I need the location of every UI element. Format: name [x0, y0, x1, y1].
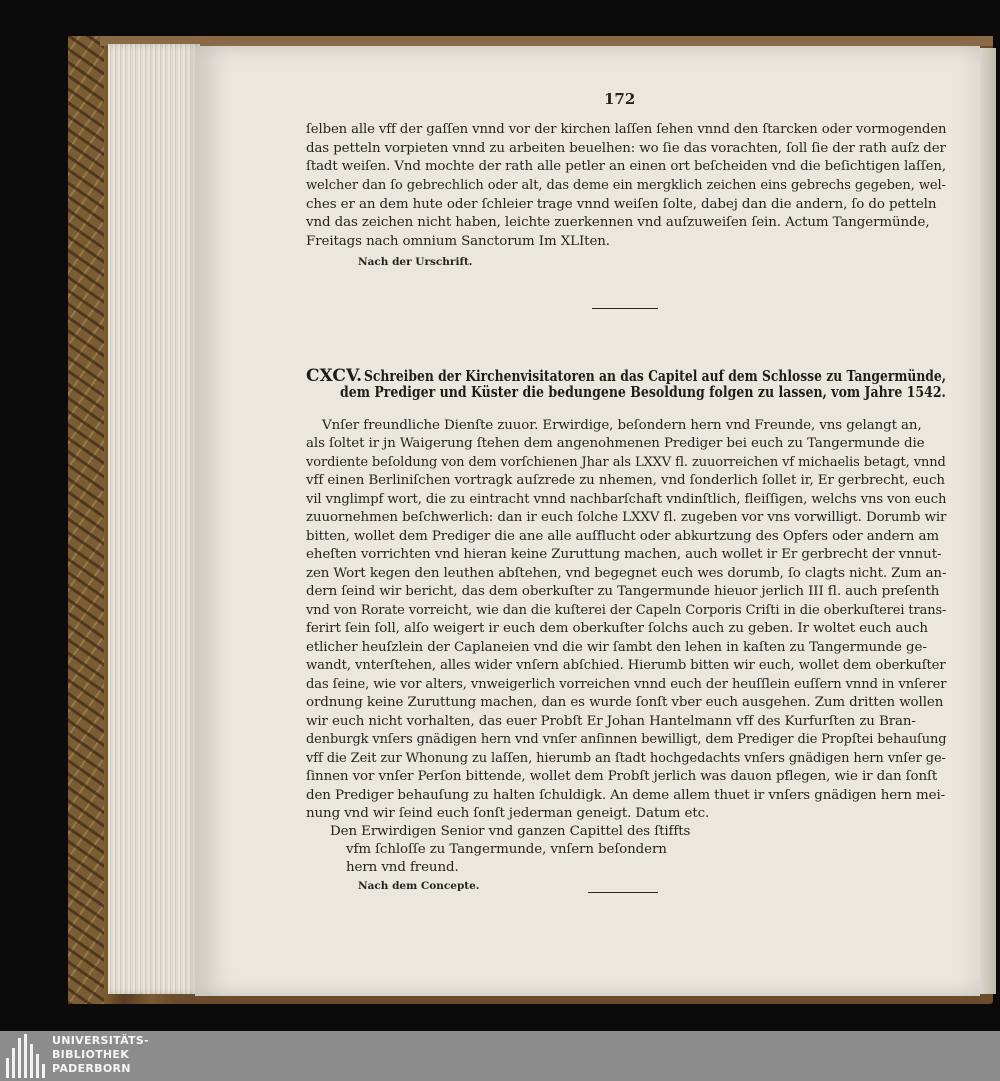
page-stack-edge [108, 44, 200, 994]
top-paragraph-line: ſtadt weiſen. Vnd mochte der rath alle petler an einen ort beſcheiden vnd die beſichtigen laſſen, [306, 159, 947, 174]
body-line: vil vnglimpf wort, die zu eintracht vnnd nachbarſchaft vndinſtlich, fleiſſigen, welchs vns von euch [306, 492, 947, 507]
body-line: vff einen Berliniſchen vortragk auſzrede zu nhemen, vnd ſonderlich ſollet ir, Er gerbrecht, euch [306, 473, 945, 488]
address-line: Den Erwirdigen Senior vnd ganzen Capittel des ſtiffts [330, 824, 691, 839]
body-line: zen Wort kegen den leuthen abſtehen, vnd begegnet euch wes dorumb, ſo clagts nicht. Zum an- [306, 566, 947, 581]
body-line: vordiente beſoldung von dem vorſchienen Jhar als LXXV fl. zuuorreichen vf michaelis betagt, vnnd [306, 455, 946, 470]
source-note: Nach dem Concepte. [358, 880, 480, 892]
body-line: dern ſeind wir bericht, das dem oberkuſter zu Tangermunde hieuor jerlich III fl. auch preſenth [306, 584, 940, 599]
body-line: etlicher heuſzlein der Caplaneien vnd die wir ſambt den lehen in kaſten zu Tangermunde ge- [306, 640, 927, 655]
library-name-line: BIBLIOTHEK [52, 1048, 130, 1061]
address-line: hern vnd freund. [346, 860, 459, 875]
library-name-line: UNIVERSITÄTS- [52, 1034, 149, 1047]
body-line: ſinnen vor vnſer Perſon bittende, wollet dem Probſt jerlich was dauon pflegen, wie ir dan ſonſt [306, 769, 938, 784]
top-paragraph-line: das petteln vorpieten vnnd zu arbeiten beuelhen: wo ſie das vorachten, ſoll ſie der rath auſz der [306, 141, 946, 156]
top-paragraph-line: ches er an dem hute oder ſchleier trage vnnd weiſen ſolte, dabej dan die andern, ſo do petteln [306, 197, 937, 212]
top-paragraph-line: welcher dan ſo gebrechlich oder alt, das deme ein mergklich zeichen eins gebrechs gegeben, wel- [306, 178, 946, 193]
end-divider [588, 892, 658, 893]
document-title-line: dem Prediger und Küster die bedungene Besoldung folgen zu lassen, vom Jahre 1542. [340, 384, 946, 401]
top-paragraph-line: vnd das zeichen nicht haben, leichte zuerkennen vnd auſzuweiſen ſein. Actum Tangermünde, [306, 215, 930, 230]
body-line: das ſeine, wie vor alters, vnweigerlich vorreichen vnnd euch der heuſſlein euſſern vnnd in vnſerer [306, 677, 947, 692]
body-line: eheſten vorrichten vnd hieran keine Zuruttung machen, auch wollet ir Er gerbrecht der vnnut- [306, 547, 942, 562]
page-number: 172 [604, 90, 636, 108]
document-title-line: Schreiben der Kirchenvisitatoren an das Capitel auf dem Schlosse zu Tangermünde, [364, 368, 947, 385]
body-line: bitten, wollet dem Prediger die ane alle auſflucht oder abkurtzung des Opfers oder andern am [306, 529, 939, 544]
body-line: wandt, vnterſtehen, alles wider vnſern abſchied. Hierumb bitten wir euch, wollet dem oberkuſter [306, 658, 946, 673]
body-line: denburgk vnſers gnädigen hern vnd vnſer anſinnen bewilligt, dem Prediger die Propſtei behauſung [306, 732, 947, 747]
library-footer-bar [0, 1031, 1000, 1081]
body-line: nung vnd wir ſeind euch ſonſt jederman geneigt. Datum etc. [306, 806, 710, 821]
source-note: Nach der Urschrift. [358, 256, 473, 268]
section-divider [592, 308, 658, 309]
body-line: ordnung keine Zuruttung machen, dan es wurde ſonſt vber euch ausgehen. Zum dritten wollen [306, 695, 944, 710]
body-line: wir euch nicht vorhalten, das euer Probſt Er Johan Hantelmann vff des Kurfurſten zu Bran- [306, 714, 916, 729]
body-line: zuuornehmen beſchwerlich: dan ir euch ſolche LXXV fl. zugeben vor vns vorwilligt. Dorumb wir [306, 510, 947, 525]
cover-top-edge [100, 36, 993, 46]
document-number: CXCV. [306, 366, 363, 386]
body-line: vff die Zeit zur Whonung zu laſſen, hierumb an ſtadt hochgedachts vnſers gnädigen hern vnſer ge- [306, 751, 946, 766]
body-line: den Prediger behauſung zu halten ſchuldigk. An deme allem thuet ir vnſers gnädigen hern mei- [306, 788, 946, 803]
body-line: Vnſer freundliche Dienſte zuuor. Erwirdige, beſondern hern vnd Freunde, vns gelangt an, [322, 418, 922, 433]
top-paragraph-line: ſelben alle vff der gaſſen vnnd vor der kirchen laſſen ſehen vnnd den ſtarcken oder vormogenden [306, 122, 947, 137]
body-line: vnd von Rorate vorreicht, wie dan die kuſterei der Capeln Corporis Criſti in die oberkuſterei trans- [306, 603, 947, 618]
library-logo-icon [6, 1034, 46, 1078]
address-line: vfm ſchloſſe zu Tangermunde, vnſern beſondern [346, 842, 667, 857]
page-right-edge [980, 48, 996, 994]
marbled-cover-edge [68, 36, 104, 1004]
body-line: ferirt ſein ſoll, alſo weigert ir euch dem oberkuſter ſolchs auch zu geben. Ir woltet euch auch [306, 621, 928, 636]
library-name-line: PADERBORN [52, 1062, 131, 1075]
body-line: als ſoltet ir jn Waigerung ſtehen dem angenohmenen Prediger bei euch zu Tangermunde die [306, 436, 925, 451]
top-paragraph-line: Freitags nach omnium Sanctorum Im XLIten. [306, 234, 610, 249]
